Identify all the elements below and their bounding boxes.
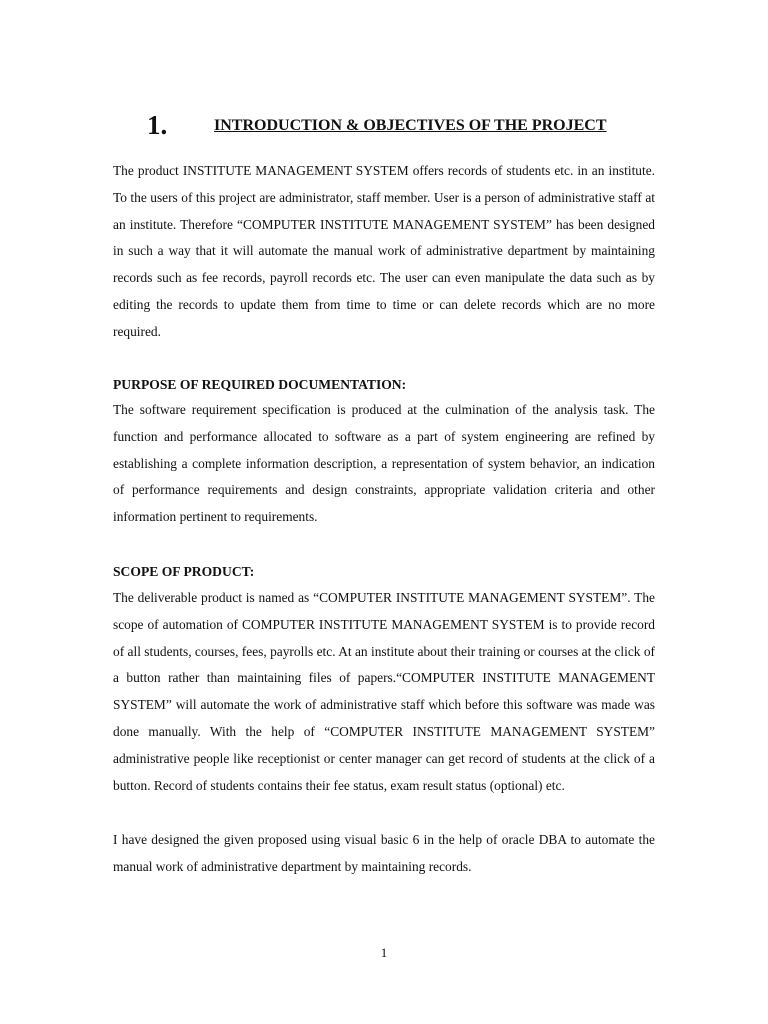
purpose-paragraph: The software requirement specification is produced at the culmination of the analysis task. The function and performance allocated to software as a part of system engineering are refined by establishing a complete information description, a representation of system behavior, an indication of performance requirements and design constraints, appropriate validation criteria and other information pertinent to requirements. xyxy=(113,402,655,525)
purpose-heading: PURPOSE OF REQUIRED DOCUMENTATION: xyxy=(113,377,407,392)
scope-paragraph-2: I have designed the given proposed using visual basic 6 in the help of oracle DBA to automate the manual work of administrative department by maintaining records. xyxy=(113,832,655,874)
scope-heading: SCOPE OF PRODUCT: xyxy=(113,564,255,579)
intro-paragraph: The product INSTITUTE MANAGEMENT SYSTEM offers records of students etc. in an institute. To the users of this project are administrator, staff member. User is a person of administrative staff at an institute. Therefore “COMPUTER INSTITUTE MANAGEMENT SYSTEM” has been designed in such a way that it will automate the manual work of administrative department by maintaining records such as fee records, payroll records etc. The user can even manipulate the data such as by editing the records to update them from time to time or can delete records which are no more required. xyxy=(113,163,655,339)
section-number: 1. xyxy=(147,110,168,140)
section-heading xyxy=(0,108,768,148)
section-title: INTRODUCTION & OBJECTIVES OF THE PROJECT xyxy=(214,117,607,134)
scope-paragraph: The deliverable product is named as “COMPUTER INSTITUTE MANAGEMENT SYSTEM”. The scope of automation of COMPUTER INSTITUTE MANAGEMENT SYSTEM is to provide record of all students, courses, fees, payrolls etc. At an institute about their training or courses at the click of a button rather than maintaining files of papers.“COMPUTER INSTITUTE MANAGEMENT SYSTEM” will automate the work of administrative staff which before this software was made was done manually. With the help of “COMPUTER INSTITUTE MANAGEMENT SYSTEM” administrative people like receptionist or center manager can get record of students at the click of a button. Record of students contains their fee status, exam result status (optional) etc. xyxy=(113,590,655,793)
page-number: 1 xyxy=(380,945,388,960)
